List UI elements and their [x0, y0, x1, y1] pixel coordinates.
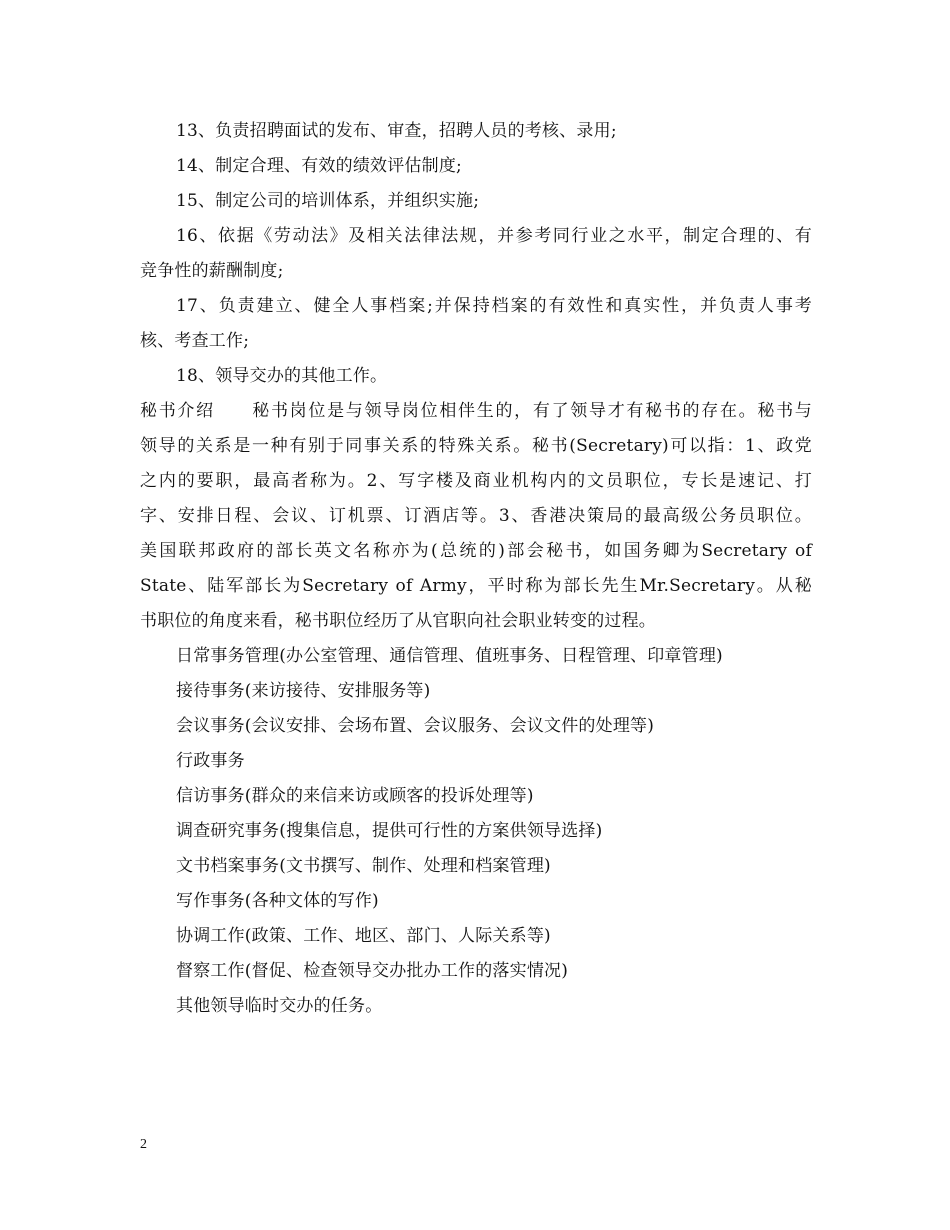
- secretary-task-6: 调查研究事务(搜集信息，提供可行性的方案供领导选择): [176, 821, 603, 841]
- duty-item-16-line-1: 16、依据《劳动法》及相关法律法规，并参考同行业之水平，制定合理的、有: [176, 226, 812, 246]
- duty-item-18: 18、领导交办的其他工作。: [176, 366, 388, 386]
- secretary-task-9: 协调工作(政策、工作、地区、部门、人际关系等): [176, 926, 551, 946]
- secretary-task-8: 写作事务(各种文体的写作): [176, 891, 379, 911]
- secretary-task-11: 其他领导临时交办的任务。: [176, 996, 383, 1016]
- secretary-intro-line-3: 之内的要职，最高者称为。2、写字楼及商业机构内的文员职位，专长是速记、打: [140, 471, 812, 491]
- secretary-intro-line-1: 秘书介绍 秘书岗位是与领导岗位相伴生的，有了领导才有秘书的存在。秘书与: [140, 401, 812, 421]
- secretary-task-2: 接待事务(来访接待、安排服务等): [176, 681, 431, 701]
- secretary-task-3: 会议事务(会议安排、会场布置、会议服务、会议文件的处理等): [176, 716, 655, 736]
- secretary-task-4: 行政事务: [176, 751, 245, 771]
- secretary-task-5: 信访事务(群众的来信来访或顾客的投诉处理等): [176, 786, 534, 806]
- page-number: 2: [140, 1137, 147, 1152]
- secretary-task-7: 文书档案事务(文书撰写、制作、处理和档案管理): [176, 856, 551, 876]
- secretary-task-1: 日常事务管理(办公室管理、通信管理、值班事务、日程管理、印章管理): [176, 646, 723, 666]
- secretary-task-10: 督察工作(督促、检查领导交办批办工作的落实情况): [176, 961, 569, 981]
- duty-item-17-line-2: 核、考查工作;: [140, 331, 250, 351]
- duty-item-13: 13、负责招聘面试的发布、审查，招聘人员的考核、录用;: [176, 121, 617, 141]
- page-body: [140, 114, 812, 1024]
- secretary-intro-line-5: 美国联邦政府的部长英文名称亦为(总统的)部会秘书，如国务卿为Secretary of: [140, 541, 812, 561]
- secretary-intro-line-7: 书职位的角度来看，秘书职位经历了从官职向社会职业转变的过程。: [140, 611, 656, 631]
- secretary-intro-line-4: 字、安排日程、会议、订机票、订酒店等。3、香港决策局的最高级公务员职位。: [140, 506, 812, 526]
- duty-item-15: 15、制定公司的培训体系，并组织实施;: [176, 191, 480, 211]
- duty-item-14: 14、制定合理、有效的绩效评估制度;: [176, 156, 462, 176]
- secretary-intro-line-2: 领导的关系是一种有别于同事关系的特殊关系。秘书(Secretary)可以指：1、政党: [140, 436, 812, 456]
- secretary-intro-line-6: State、陆军部长为Secretary of Army，平时称为部长先生Mr.Secretary。从秘: [140, 576, 812, 596]
- duty-item-17-line-1: 17、负责建立、健全人事档案;并保持档案的有效性和真实性，并负责人事考: [176, 296, 812, 316]
- duty-item-16-line-2: 竞争性的薪酬制度;: [140, 261, 284, 281]
